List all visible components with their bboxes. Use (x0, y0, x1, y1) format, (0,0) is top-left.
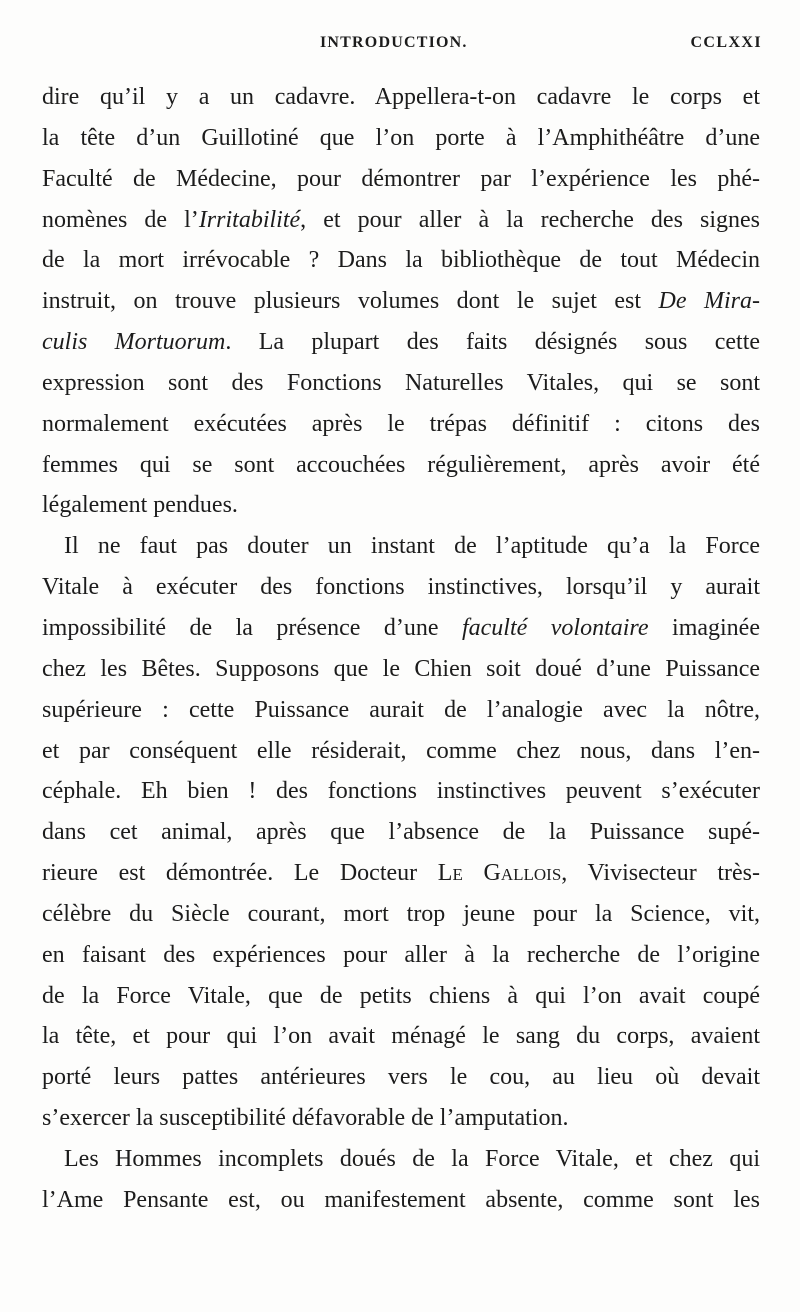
text-line: en faisant des expériences pour aller à la recherche de l’origine (42, 941, 760, 968)
text-run: . La plupart des faits désignés sous cette (225, 329, 761, 356)
text-line: Il ne faut pas douter un instant de l’aptitude qu’a la Force (64, 533, 760, 560)
text-line: la tête d’un Guillotiné que l’on porte à l’Amphithéâtre d’une (42, 124, 760, 151)
text-line: dire qu’il y a un cadavre. Appellera-t-on cadavre le corps et (42, 84, 760, 110)
text-line: de la Force Vitale, que de petits chiens à qui l’on avait coupé (42, 982, 760, 1009)
italic-term: Irritabilité (198, 206, 301, 233)
author-name: Le Gallois (437, 860, 562, 887)
text-run: , et pour aller à la recherche des signes (300, 206, 761, 233)
text-line: porté leurs pattes antérieures vers le cou, au lieu où devait (42, 1064, 760, 1091)
text-line (42, 281, 760, 322)
text-run: rieure est démontrée. Le Docteur (42, 860, 438, 887)
text-line: Les Hommes incomplets doués de la Force Vitale, et chez qui (64, 1145, 760, 1172)
text-line: célèbre du Siècle courant, mort trop jeune pour la Science, vit, (42, 900, 760, 927)
running-title: INTRODUCTION. (320, 34, 468, 51)
text-line: chez les Bêtes. Supposons que le Chien soit doué d’une Puissance (42, 655, 760, 682)
text-line (42, 608, 760, 649)
text-line: la tête, et pour qui l’on avait ménagé le sang du corps, avaient (42, 1023, 760, 1050)
text-line: Faculté de Médecine, pour démontrer par l’expérience les phé- (42, 165, 760, 192)
text-line: supérieure : cette Puissance aurait de l’analogie avec la nôtre, (42, 696, 760, 723)
italic-title: culis Mortuorum (42, 329, 226, 356)
page-number: CCLXXI (690, 34, 762, 51)
text-run: instruit, on trouve plusieurs volumes dont le sujet est (42, 288, 659, 315)
text-line: de la mort irrévocable ? Dans la bibliothèque de tout Médecin (42, 247, 760, 274)
text-line: légalement pendues. (42, 492, 238, 519)
text-line (42, 853, 760, 894)
text-line: femmes qui se sont accouchées régulièrement, après avoir été (42, 451, 760, 478)
text-run: imaginée (648, 614, 760, 641)
text-line: s’exercer la susceptibilité défavorable de l’amputation. (42, 1105, 569, 1132)
text-line: expression sont des Fonctions Naturelles Vitales, qui se sont (42, 369, 760, 396)
text-line: et par conséquent elle résiderait, comme chez nous, dans l’en- (42, 737, 760, 764)
text-run: impossibilité de la présence d’une (42, 614, 462, 641)
body-text (42, 77, 760, 1221)
text-line (42, 322, 760, 363)
text-line: l’Ame Pensante est, ou manifestement absente, comme sont les (42, 1186, 760, 1213)
text-line: dans cet animal, après que l’absence de la Puissance supé- (42, 819, 760, 846)
text-line (42, 200, 760, 241)
text-line: céphale. Eh bien ! des fonctions instinctives peuvent s’exécuter (42, 778, 760, 805)
text-line: Vitale à exécuter des fonctions instinctives, lorsqu’il y aurait (42, 574, 760, 601)
text-run: , Vivisecteur très- (561, 860, 760, 887)
running-header (0, 34, 800, 58)
text-line: normalement exécutées après le trépas définitif : citons des (42, 410, 760, 437)
italic-term: faculté volontaire (461, 614, 649, 641)
italic-title: De Mira- (658, 288, 760, 315)
text-run: nomènes de l’ (42, 206, 199, 233)
